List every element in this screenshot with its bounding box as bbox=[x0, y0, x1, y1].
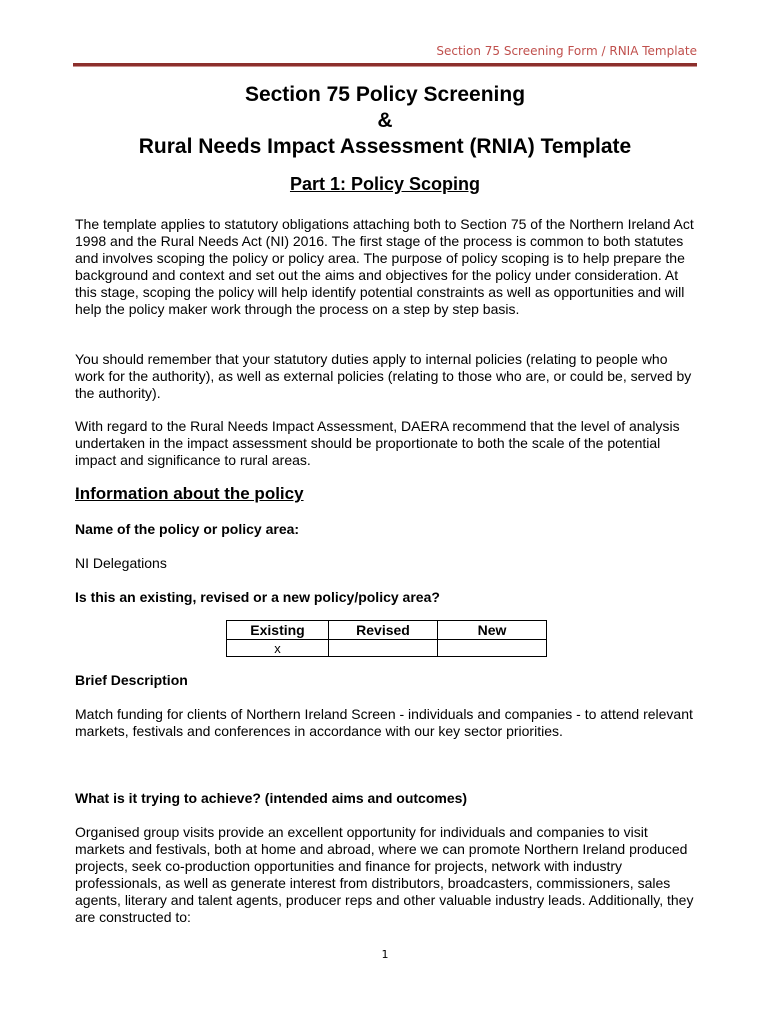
status-header-existing: Existing bbox=[227, 621, 329, 640]
status-header-revised: Revised bbox=[329, 621, 438, 640]
document-title-line-2: Rural Needs Impact Assessment (RNIA) Template bbox=[138, 135, 632, 158]
brief-description-text: Match funding for clients of Northern Ireland Screen - individuals and companies - to attend relevant markets, festivals and conferences in accordance with our key sector priorities. bbox=[75, 706, 693, 739]
intro-paragraph-1: The template applies to statutory obligations attaching both to Section 75 of the Northern Ireland Act 1998 and the Rural Needs Act (NI) 2016. The first stage of the process is common to both statutes and involves scoping the policy or policy area. The purpose of policy scoping is to help prepare the background and context and set out the aims and objectives for the policy under consideration. At this stage, scoping the policy will help identify potential constraints as well as opportunities and will help the policy maker work through the process on a step by step basis. bbox=[75, 216, 694, 317]
policy-status-table bbox=[226, 620, 547, 657]
document-title-ampersand: & bbox=[377, 109, 393, 132]
intro-paragraph-2: You should remember that your statutory duties apply to internal policies (relating to people who work for the authority), as well as external policies (relating to those who are, or could be, served by the authority). bbox=[75, 351, 692, 401]
status-table-row bbox=[227, 640, 547, 657]
document-title-line-1: Section 75 Policy Screening bbox=[244, 83, 526, 106]
header-rule bbox=[73, 63, 697, 67]
status-cell-revised bbox=[329, 640, 438, 657]
brief-description-label: Brief Description bbox=[75, 672, 188, 688]
section-heading: Information about the policy bbox=[75, 484, 304, 503]
policy-status-label: Is this an existing, revised or a new policy/policy area? bbox=[75, 589, 440, 605]
status-cell-existing: x bbox=[227, 640, 329, 657]
page-number: 1 bbox=[381, 948, 389, 961]
aims-text: Organised group visits provide an excellent opportunity for individuals and companies to visit markets and festivals, both at home and abroad, where we can promote Northern Ireland produced projects, seek co-production opportunities and finance for projects, network with industry professionals, as well as generate interest from distributors, broadcasters, commissioners, sales agents, literary and talent agents, producer reps and other valuable industry leads. Additionally, they are constructed to: bbox=[75, 824, 694, 925]
policy-name-label: Name of the policy or policy area: bbox=[75, 521, 300, 537]
status-table-header-row bbox=[227, 621, 547, 640]
intro-paragraph-3: With regard to the Rural Needs Impact Assessment, DAERA recommend that the level of analysis undertaken in the impact assessment should be proportionate to both the scale of the potential impact and significance to rural areas. bbox=[75, 418, 680, 468]
part-heading: Part 1: Policy Scoping bbox=[289, 174, 481, 194]
policy-name-value: NI Delegations bbox=[75, 555, 167, 571]
running-header: Section 75 Screening Form / RNIA Template bbox=[436, 44, 697, 58]
status-cell-new bbox=[438, 640, 547, 657]
status-header-new: New bbox=[438, 621, 547, 640]
aims-label: What is it trying to achieve? (intended aims and outcomes) bbox=[75, 790, 468, 806]
